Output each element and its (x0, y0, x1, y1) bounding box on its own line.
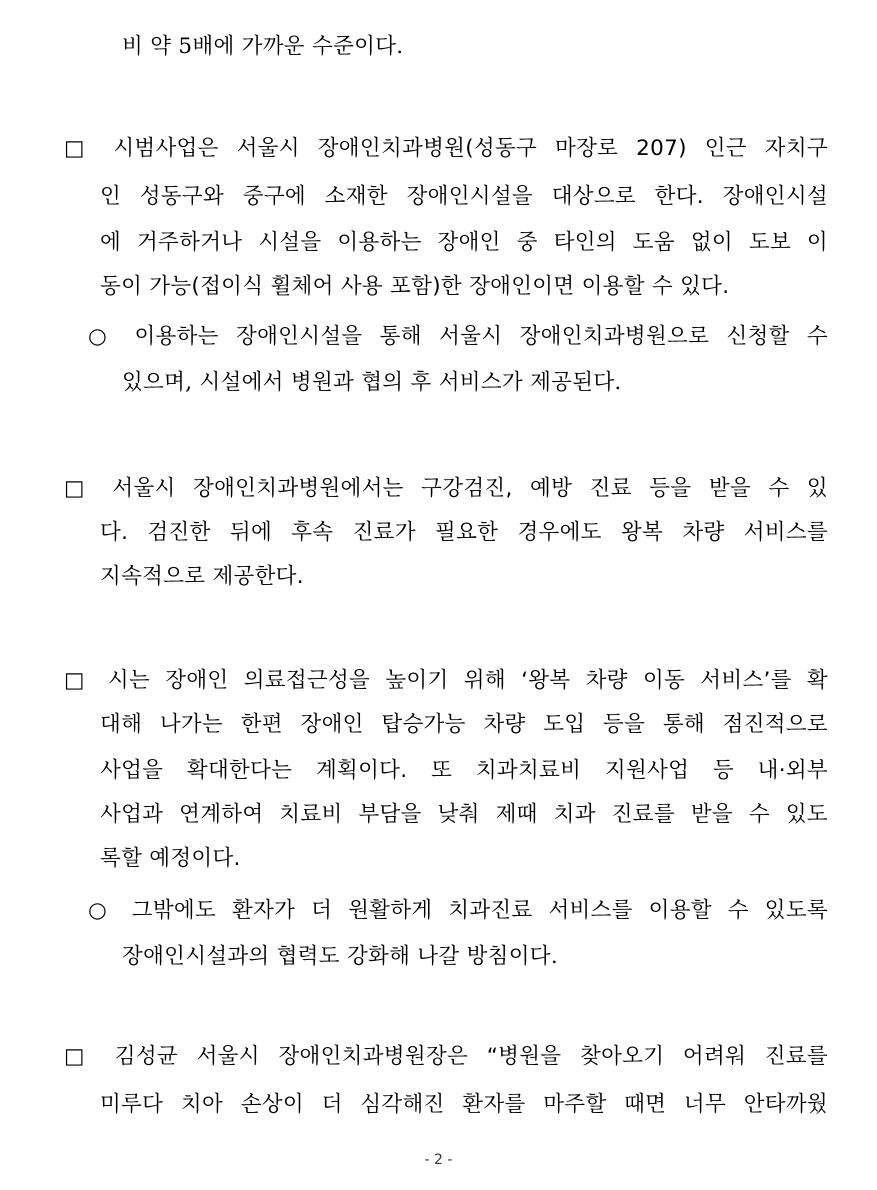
box-paragraph-1-line-1: □ 시범사업은 서울시 장애인치과병원(성동구 마장로 207) 인근 자치구 (64, 136, 828, 161)
box-paragraph-2-line-3: 지속적으로 제공한다. (100, 564, 304, 589)
box-paragraph-3-line-5: 록할 예정이다. (100, 846, 241, 871)
box-paragraph-2-line-1: □ 서울시 장애인치과병원에서는 구강검진, 예방 진료 등을 받을 수 있 (64, 476, 828, 501)
box-paragraph-1-line-4: 동이 가능(접이식 휠체어 사용 포함)한 장애인이면 이용할 수 있다. (100, 274, 730, 299)
box-paragraph-4-line-1: □ 김성균 서울시 장애인치과병원장은 “병원을 찾아오기 어려워 진료를 (64, 1044, 828, 1069)
circle-item-1-line-1: ○ 이용하는 장애인시설을 통해 서울시 장애인치과병원으로 신청할 수 (88, 324, 828, 349)
box-paragraph-3-line-4: 사업과 연계하여 치료비 부담을 낮춰 제때 치과 진료를 받을 수 있도 (100, 802, 828, 827)
paragraph-continuation-line: 비 약 5배에 가까운 수준이다. (122, 34, 404, 59)
circle-item-2-line-1: ○ 그밖에도 환자가 더 원활하게 치과진료 서비스를 이용할 수 있도록 (88, 898, 828, 923)
box-paragraph-4-line-2: 미루다 치아 손상이 더 심각해진 환자를 마주할 때면 너무 안타까웠 (100, 1092, 828, 1117)
circle-item-2-line-2: 장애인시설과의 협력도 강화해 나갈 방침이다. (122, 944, 558, 969)
circle-item-1-line-2: 있으며, 시설에서 병원과 협의 후 서비스가 제공된다. (122, 370, 622, 395)
box-paragraph-1-line-3: 에 거주하거나 시설을 이용하는 장애인 중 타인의 도움 없이 도보 이 (100, 230, 828, 255)
box-paragraph-1-line-2: 인 성동구와 중구에 소재한 장애인시설을 대상으로 한다. 장애인시설 (100, 184, 828, 209)
page-number: - 2 - (424, 1152, 453, 1168)
box-paragraph-3-line-1: □ 시는 장애인 의료접근성을 높이기 위해 ‘왕복 차량 이동 서비스’를 확 (64, 668, 828, 693)
box-paragraph-2-line-2: 다. 검진한 뒤에 후속 진료가 필요한 경우에도 왕복 차량 서비스를 (100, 520, 828, 545)
box-paragraph-3-line-2: 대해 나가는 한편 장애인 탑승가능 차량 도입 등을 통해 점진적으로 (100, 712, 828, 737)
box-paragraph-3-line-3: 사업을 확대한다는 계획이다. 또 치과치료비 지원사업 등 내·외부 (100, 758, 828, 783)
